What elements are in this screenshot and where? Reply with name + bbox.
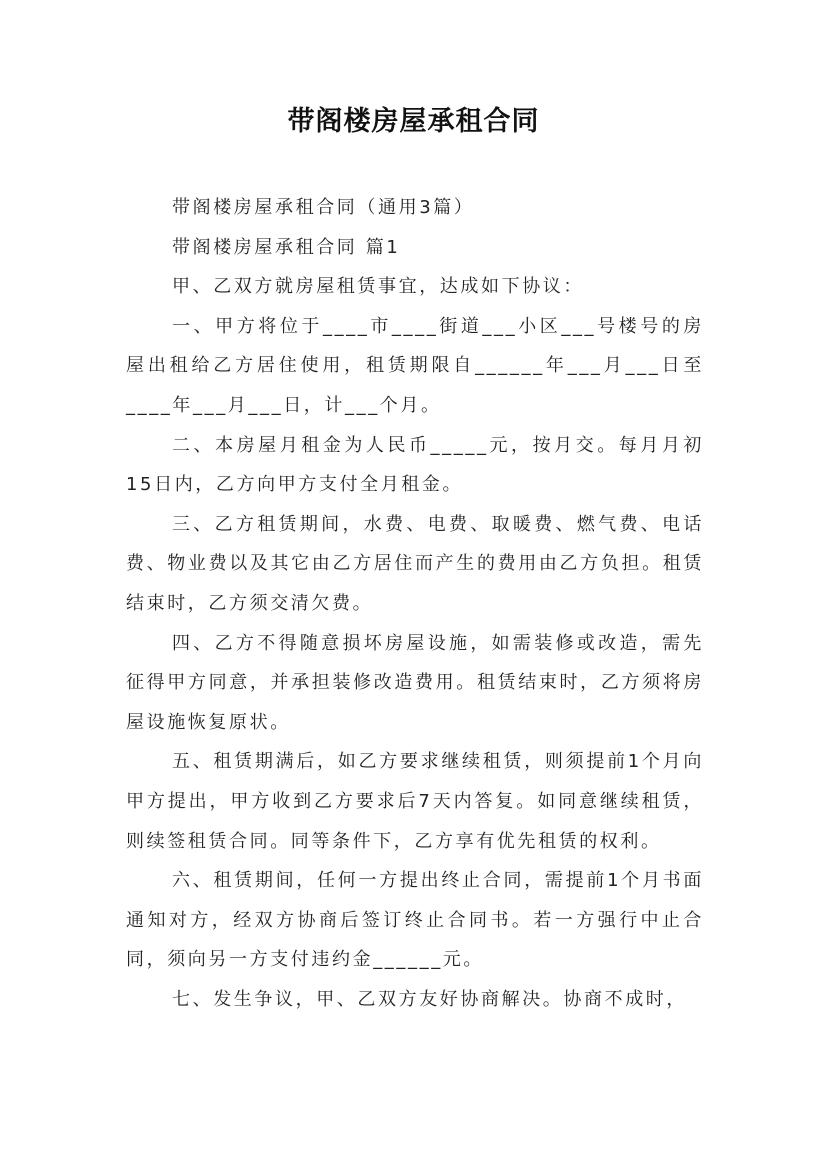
- paragraph-subtitle: 带阁楼房屋承租合同（通用3篇）: [172, 197, 475, 218]
- paragraph-clause-3: 三、乙方租赁期间，水费、电费、取暖费、燃气费、电话费、物业费以及其它由乙方居住而产生的费用由乙方负担。租赁结束时，乙方须交清欠费。: [126, 513, 704, 614]
- document-title: 带阁楼房屋承租合同: [287, 106, 540, 137]
- paragraph-clause-4: 四、乙方不得随意损坏房屋设施，如需装修或改造，需先征得甲方同意，并承担装修改造费用。租赁结束时，乙方须将房屋设施恢复原状。: [126, 632, 704, 733]
- paragraph-clause-2: 二、本房屋月租金为人民币_____元，按月交。每月月初15日内，乙方向甲方支付全月租金。: [126, 434, 704, 496]
- paragraph-part-heading: 带阁楼房屋承租合同 篇1: [172, 236, 401, 258]
- paragraph-clause-7: 七、发生争议，甲、乙双方友好协商解决。协商不成时，: [172, 988, 687, 1010]
- paragraph-clause-5: 五、租赁期满后，如乙方要求继续租赁，则须提前1个月向甲方提出，甲方收到乙方要求后7天内答复。如同意继续租赁，则续签租赁合同。同等条件下，乙方享有优先租赁的权利。: [126, 751, 704, 852]
- paragraph-clause-1: 一、甲方将位于____市____街道___小区___号楼号的房屋出租给乙方居住使用，租赁期限自______年___月___日至____年___月___日，计___个月。: [126, 315, 704, 416]
- document-body: [126, 188, 704, 1019]
- paragraph-clause-6: 六、租赁期间，任何一方提出终止合同，需提前1个月书面通知对方，经双方协商后签订终止合同书。若一方强行中止合同，须向另一方支付违约金______元。: [126, 870, 704, 971]
- paragraph-intro: 甲、乙双方就房屋租赁事宜，达成如下协议：: [172, 276, 584, 298]
